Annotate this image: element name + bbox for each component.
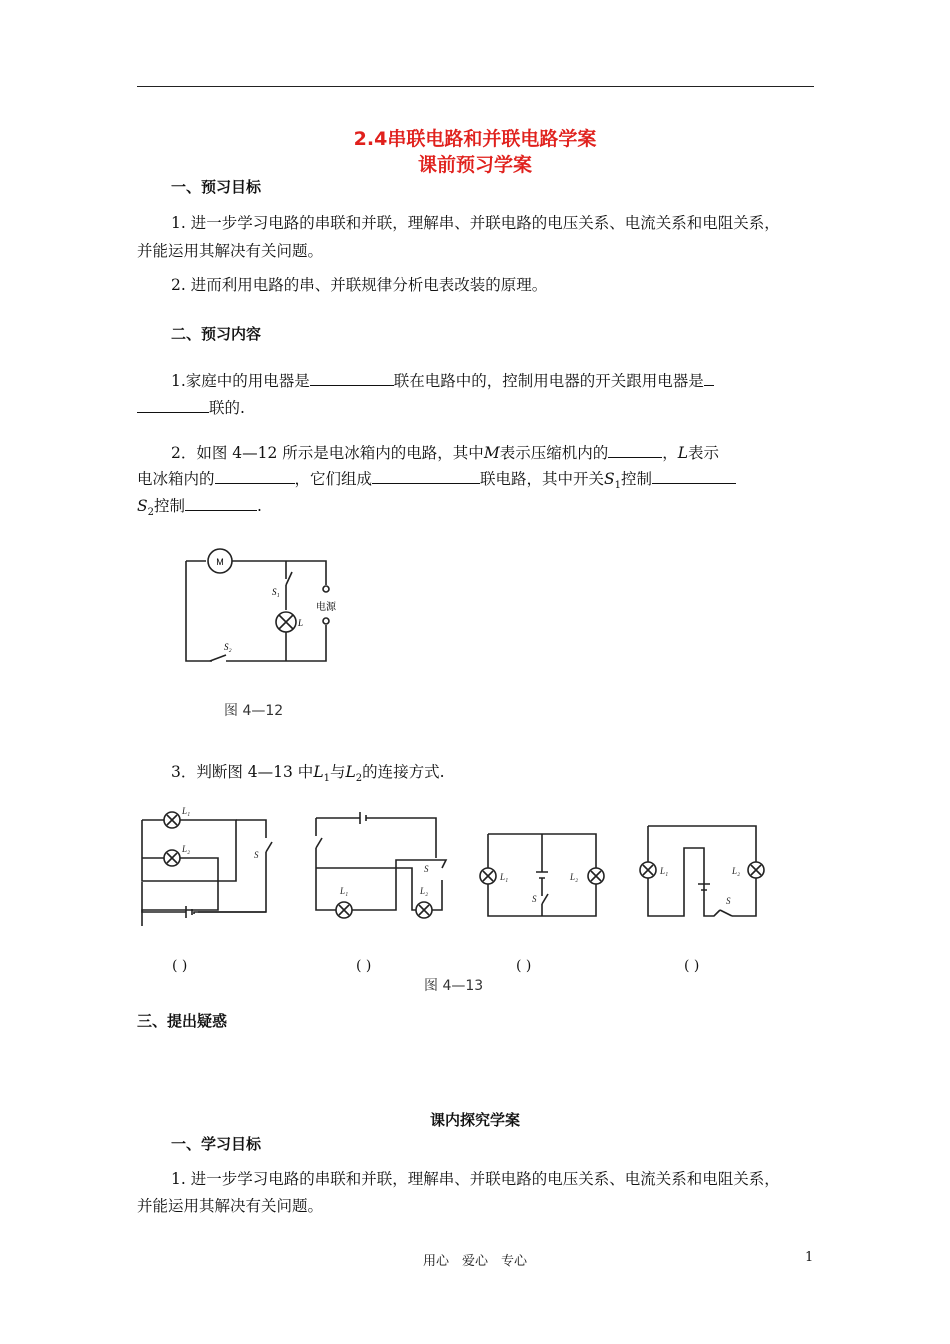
circuit-b-l2-label: L₂ [420, 886, 429, 896]
q3-var-l2: L [345, 763, 356, 781]
q2-text-i: 控制 [154, 497, 186, 515]
q2-var-l: L [677, 444, 689, 462]
motor-label: M [216, 557, 224, 567]
q2-text-b: 表示压缩机内的 [499, 444, 609, 462]
q2-blank-1[interactable] [608, 439, 662, 458]
section-heading-preview-goals: 一、预习目标 [171, 178, 262, 196]
switch-s1-blade [286, 572, 292, 585]
question-3 [171, 757, 445, 794]
learning-goal-1-line2: 并能运用其解决有关问题。 [137, 1197, 324, 1215]
q2-var-s2-sub: 2 [147, 507, 154, 519]
question-1-line2 [137, 393, 245, 424]
circuit-b-l1-label: L₁ [340, 886, 349, 896]
q2-var-m: M [483, 444, 500, 462]
circuit-c-l2-label: L₂ [570, 872, 579, 882]
q3-text-c: 的连接方式. [362, 763, 445, 781]
circuit-a-l2-label: L₂ [182, 844, 191, 854]
q1-text-c: 联的. [209, 399, 245, 417]
answer-paren-c[interactable]: ( ) [516, 958, 532, 974]
goal-2: 2. 进而利用电路的串、并联规律分析电表改装的原理。 [171, 276, 548, 294]
q2-text-d: 表示 [688, 444, 720, 462]
question-1-line1 [171, 366, 714, 397]
circuit-c-l1-label: L₁ [500, 872, 509, 882]
question-2-line3 [137, 491, 262, 528]
doc-subtitle: 课前预习学案 [417, 154, 532, 176]
q2-var-s1: S [604, 470, 615, 488]
circuit-d-s-label: S [726, 896, 731, 906]
q2-text-e: 电冰箱内的 [137, 470, 215, 488]
q1-text-a: 1.家庭中的用电器是 [171, 372, 310, 390]
figure-4-12 [170, 538, 360, 728]
section-heading-learning-goals: 一、学习目标 [171, 1135, 262, 1153]
doc-title: 2.4串联电路和并联电路学案 [353, 128, 597, 150]
q2-blank-3[interactable] [372, 465, 480, 484]
q1-blank-2a[interactable] [704, 367, 714, 386]
circuit-d [640, 826, 764, 916]
circuit-d-l2-label: L₂ [732, 866, 741, 876]
header-rule [137, 86, 814, 87]
section-title-in-class: 课内探究学案 [429, 1111, 520, 1129]
circuit-b-s-label: S [424, 864, 429, 874]
q3-var-l1: L [313, 763, 324, 781]
circuit-c-s-label: S [532, 894, 537, 904]
answer-paren-d[interactable]: ( ) [684, 958, 700, 974]
q1-blank-1[interactable] [310, 367, 394, 386]
q1-text-b: 联在电路中的，控制用电器的开关跟用电器是 [393, 372, 704, 390]
lamp-label: L [298, 618, 304, 628]
figure-4-13-caption: 图 4—13 [424, 978, 484, 994]
learning-goal-1-line1: 1. 进一步学习电路的串联和并联，理解串、并联电路的电压关系、电流关系和电阻关系， [171, 1170, 780, 1188]
footer-motto: 用心 爱心 专心 [422, 1254, 527, 1269]
q2-text-h: 控制 [621, 470, 653, 488]
s1-label: S₁ [272, 587, 280, 597]
circuit-a-l1-label: L₁ [182, 806, 191, 816]
switch-s2-blade [210, 655, 226, 661]
q2-text-a: 2．如图 4—12 所示是电冰箱内的电路，其中 [171, 444, 484, 462]
circuit-d-l1-label: L₁ [660, 866, 669, 876]
q2-var-s2: S [137, 497, 148, 515]
q2-text-c: ， [662, 444, 678, 462]
q2-blank-2[interactable] [215, 465, 295, 484]
goal-1-line1: 1. 进一步学习电路的串联和并联，理解串、并联电路的电压关系、电流关系和电阻关系， [171, 214, 780, 232]
circuit-c [480, 834, 604, 916]
circuit-a [142, 812, 272, 926]
figure-4-12-caption: 图 4—12 [224, 703, 284, 719]
figure-4-13 [136, 800, 766, 1000]
circuit-a-s-label: S [254, 850, 259, 860]
answer-paren-a[interactable]: ( ) [172, 958, 188, 974]
source-label: 电源 [316, 602, 336, 613]
answer-paren-b[interactable]: ( ) [356, 958, 372, 974]
q2-text-f: ，它们组成 [294, 470, 373, 488]
q3-text-a: 3．判断图 4—13 中 [171, 763, 314, 781]
q2-blank-5[interactable] [185, 492, 257, 511]
q2-var-s1-sub: 1 [614, 480, 622, 492]
q1-blank-2b[interactable] [137, 394, 209, 413]
goal-1-line2: 并能运用其解决有关问题。 [137, 242, 324, 260]
section-heading-preview-content: 二、预习内容 [171, 325, 262, 343]
q2-text-g: 联电路，其中开关 [480, 470, 605, 488]
s2-label: S₂ [224, 642, 232, 652]
q3-var-l1-sub: 1 [323, 773, 330, 785]
page-number: 1 [805, 1250, 814, 1265]
q2-text-j: . [257, 497, 262, 515]
section-heading-questions: 三、提出疑惑 [137, 1012, 228, 1030]
q2-blank-4[interactable] [652, 465, 736, 484]
q3-text-b: 与 [329, 763, 346, 781]
q3-var-l2-sub: 2 [355, 773, 363, 785]
